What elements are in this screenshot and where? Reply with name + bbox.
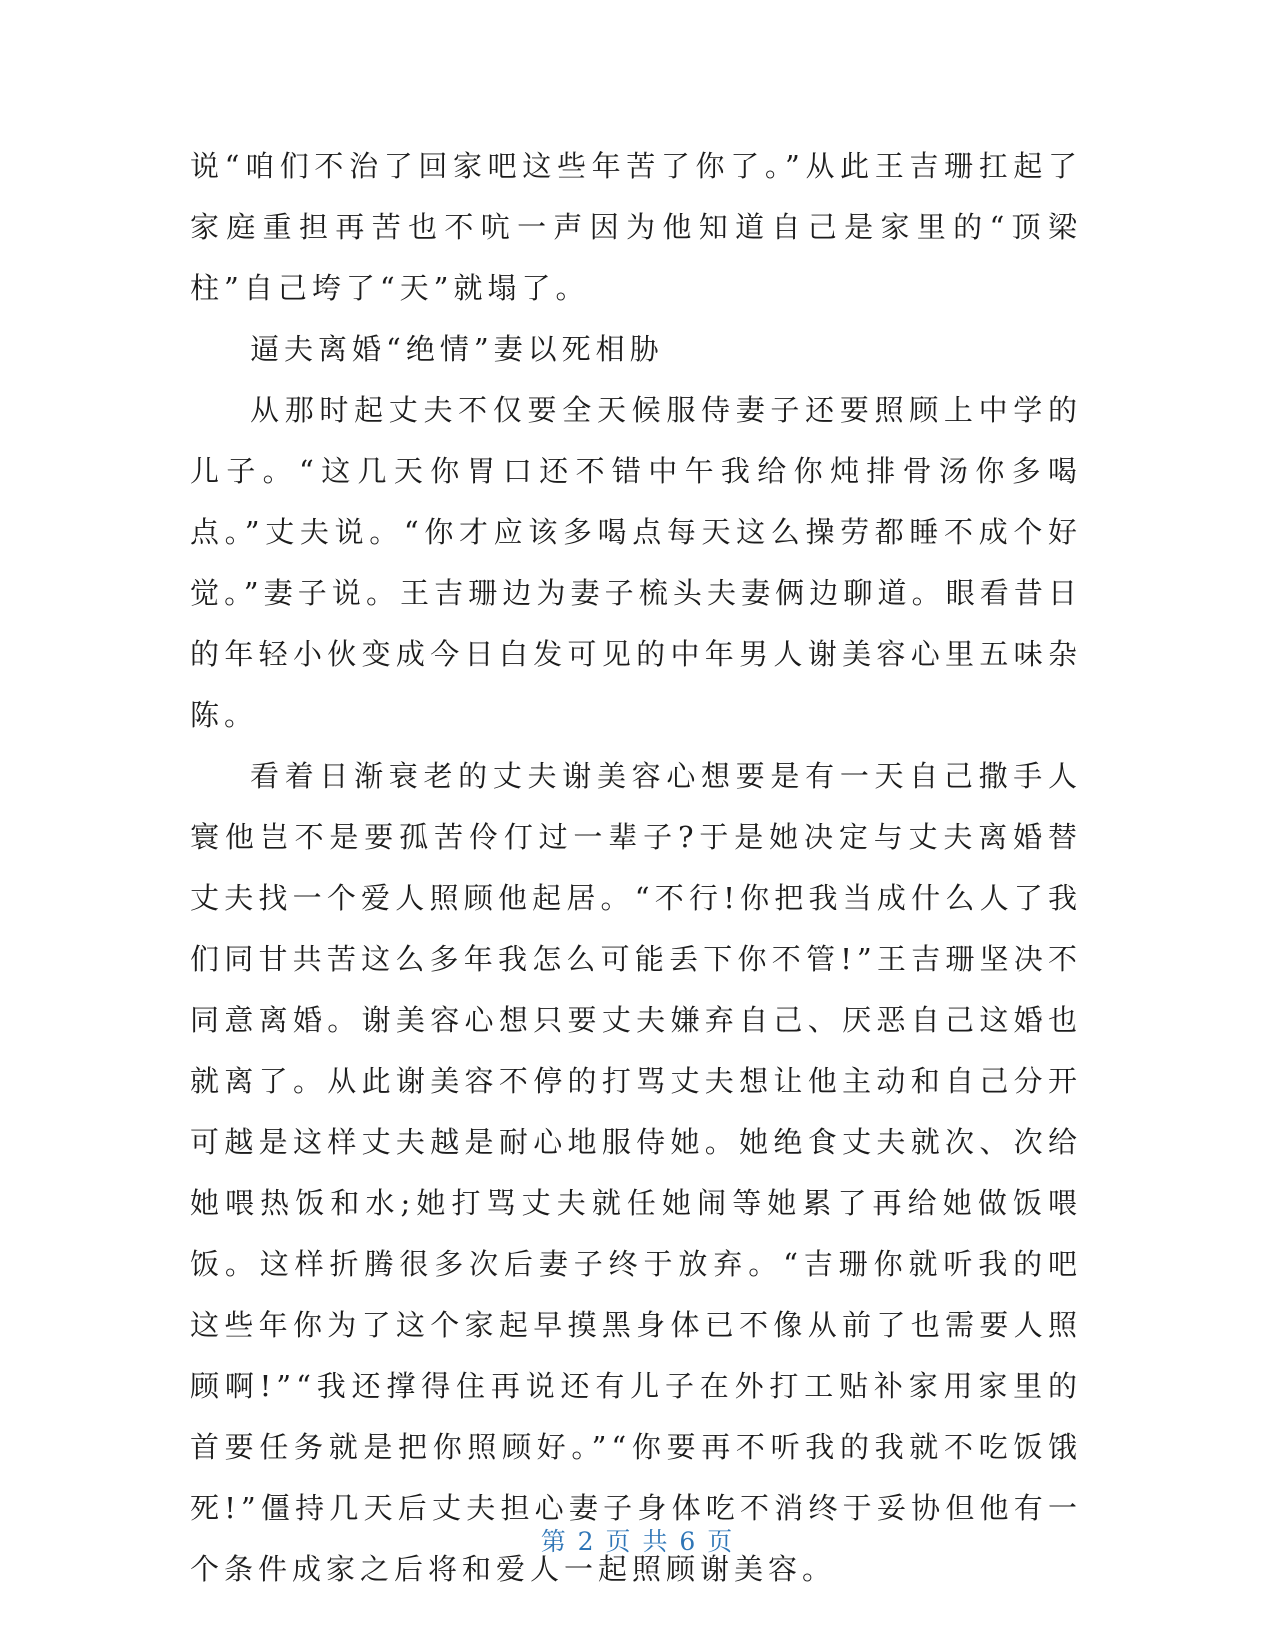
- paragraph-2: 从那时起丈夫不仅要全天候服侍妻子还要照顾上中学的儿子。“这几天你胃口还不错中午我给你炖排骨汤你多喝点。”丈夫说。“你才应该多喝点每天这么操劳都睡不成个好觉。”妻子说。王吉珊边为妻子梳头夫妻俩边聊道。眼看昔日的年轻小伙变成今日白发可见的中年男人谢美容心里五味杂陈。: [190, 393, 1082, 732]
- page-footer: [0, 1522, 1275, 1562]
- paragraph-3: 看着日渐衰老的丈夫谢美容心想要是有一天自己撒手人寰他岂不是要孤苦伶仃过一辈子?于是她决定与丈夫离婚替丈夫找一个爱人照顾他起居。“不行!你把我当成什么人了我们同甘共苦这么多年我怎么可能丢下你不管!”王吉珊坚决不同意离婚。谢美容心想只要丈夫嫌弃自己、厌恶自己这婚也就离了。从此谢美容不停的打骂丈夫想让他主动和自己分开可越是这样丈夫越是耐心地服侍她。她绝食丈夫就次、次给她喂热饭和水;她打骂丈夫就任她闹等她累了再给她做饭喂饭。这样折腾很多次后妻子终于放弃。“吉珊你就听我的吧这些年你为了这个家起早摸黑身体已不像从前了也需要人照顾啊!”“我还撑得住再说还有儿子在外打工贴补家用家里的首要任务就是把你照顾好。”“你要再不听我的我就不吃饭饿死!”僵持几天后丈夫担心妻子身体吃不消终于妥协但他有一个条件成家之后将和爱人一起照顾谢美容。: [190, 759, 1082, 1586]
- footer-suffix: 页: [707, 1527, 735, 1556]
- footer-prefix: 第: [540, 1527, 568, 1556]
- section-heading: 逼夫离婚“绝情”妻以死相胁: [250, 332, 664, 366]
- document-body: [190, 136, 1082, 1600]
- footer-current-page: 2: [577, 1527, 596, 1556]
- footer-total-pages: 6: [679, 1527, 698, 1556]
- paragraph-1: 说“咱们不治了回家吧这些年苦了你了。”从此王吉珊扛起了家庭重担再苦也不吭一声因为他知道自己是家里的“顶梁柱”自己垮了“天”就塌了。: [190, 149, 1082, 305]
- footer-middle: 页 共: [605, 1527, 670, 1556]
